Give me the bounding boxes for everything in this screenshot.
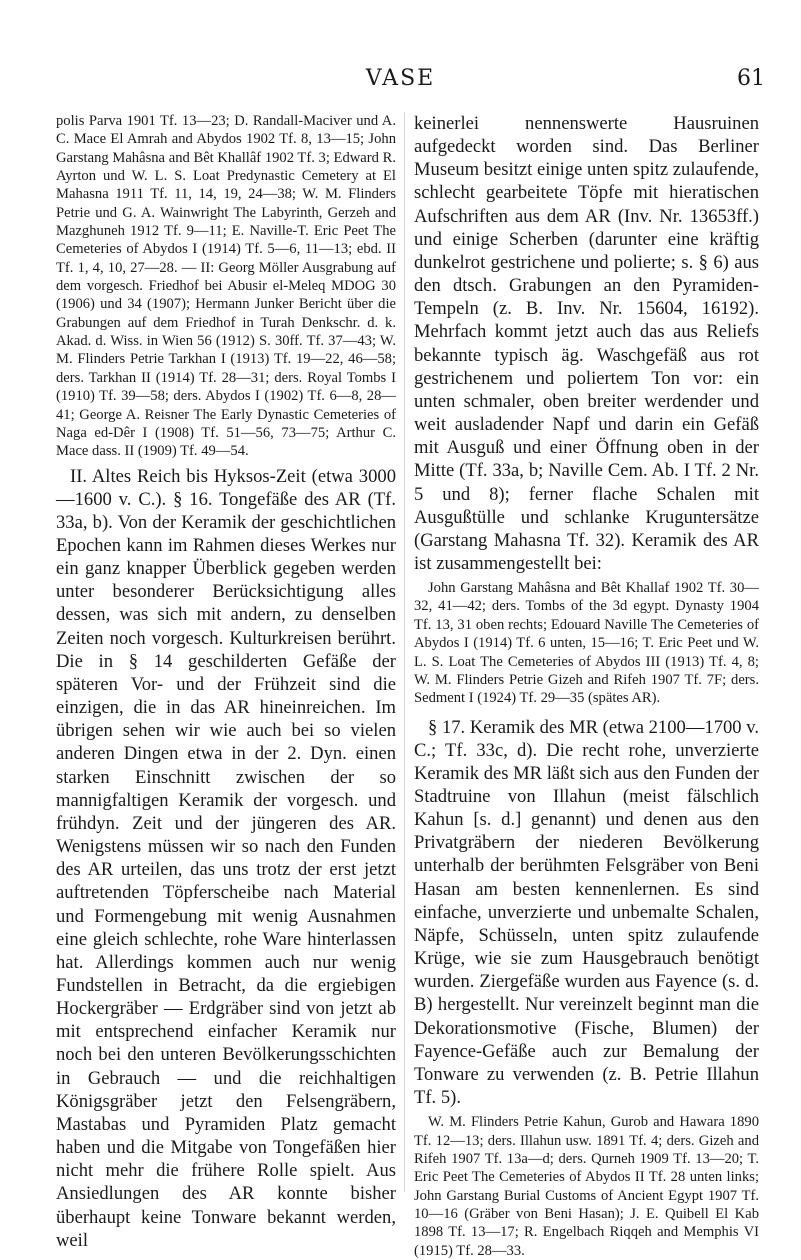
paragraph-continuation: keinerlei nennenswerte Hausruinen aufgedeckt worden sind. Das Berliner Museum besitzt einige unten spitz zulaufende, schlecht gearbeitete Töpfe mit hieratischen Aufschriften aus dem AR (Inv. Nr. 13653ff.) und einige Scherben (darunter eine kräftig dunkelrot gestrichene und polierte; s. § 6) aus den dtsch. Grabungen an den Pyramiden-Tempeln (z. B. Inv. Nr. 15604, 16192). Mehrfach kommt jetzt auch das aus Reliefs bekannte typisch äg. Waschgefäß aus rot gestrichenem und poliertem Ton vor: ein unten schmaler, oben breiter werdender und weit ausladender Napf und darin ein Gefäß mit Ausguß und einer Öffnung oben in der Mitte (Tf. 33a, b; Naville Cem. Ab. I Tf. 2 Nr. 5 und 8); ferner flache Schalen mit Ausgußtülle und schlanke Kruguntersätze (Garstang Mahasna Tf. 32). Keramik des AR ist zusammengestellt bei:: [414, 113, 759, 574]
left-column: [56, 112, 396, 1252]
running-title: VASE: [365, 66, 436, 91]
bibliography-block-top: polis Parva 1901 Tf. 13—23; D. Randall-Maciver und A. C. Mace El Amrah and Abydos 1902 Tf. 8, 13—15; John Garstang Mahâsna and Bêt Khallâf 1902 Tf. 3; Edward R. Ayrton und W. L. S. Loat Predynastic Cemetery at El Mahasna 1911 Tf. 11, 14, 19, 24—38; W. M. Flinders Petrie und G. A. Wainwright The Labyrinth, Gerzeh and Mazghuneh 1912 Tf. 9—11; E. Naville-T. Eric Peet The Cemeteries of Abydos I (1914) Tf. 5—6, 11—13; ebd. II Tf. 1, 4, 10, 27—28. — II: Georg Möller Ausgrabung auf dem vorgesch. Friedhof bei Abusir el-Meleq MDOG 30 (1906) und 34 (1907); Hermann Junker Bericht über die Grabungen auf dem Friedhof in Turah Denkschr. d. k. Akad. d. Wiss. in Wien 56 (1912) S. 30ff. Tf. 37—43; W. M. Flinders Petrie Tarkhan I (1913) Tf. 19—22, 46—58; ders. Tarkhan II (1914) Tf. 28—31; ders. Royal Tombs I (1910) Tf. 39—58; ders. Abydos I (1902) Tf. 6—8, 28—41; George A. Reisner The Early Dynastic Cemeteries of Naga ed-Dêr I (1908) Tf. 51—56, 73—75; Arthur C. Mace dass. II (1909) Tf. 49—54.: [56, 113, 396, 460]
right-column: [414, 112, 759, 1260]
section-paragraph: § 17. Keramik des MR (etwa 2100—1700 v. C.; Tf. 33c, d). Die recht rohe, unverzierte Keramik des MR läßt sich aus den Funden der Stadtruine von Illahun (meist fälschlich Kahun [s. d.] genannt) und denen aus den Privatgräbern der niederen Bevölkerung unterhalb der berühmten Felsgräber von Beni Hasan am besten kennenlernen. Es sind einfache, unverzierte und unbemalte Schalen, Näpfe, Schüsseln, unten spitz zulaufende Krüge, wie sie zum Hausgebrauch benötigt wurden. Ziergefäße wurden aus Fayence (s. d. B) hergestellt. Nur vereinzelt beginnt man die Dekorationsmotive (Fische, Blumen) der Fayence-Gefäße auch zur Bemalung der Tonware zu verwenden (z. B. Petrie Illahun Tf. 5).: [414, 716, 759, 1109]
page-number: 61: [737, 66, 765, 91]
bibliography-block: John Garstang Mahâsna and Bêt Khallaf 1902 Tf. 30—32, 41—42; ders. Tombs of the 3d egypt. Dynasty 1904 Tf. 13, 31 oben rechts; Edouard Naville The Cemeteries of Abydos I (1914) Tf. 6 unten, 15—16; T. Eric Peet und W. L. S. Loat The Cemeteries of Abydos III (1913) Tf. 4, 8; W. M. Flinders Petrie Gizeh and Rifeh 1907 Tf. 7F; ders. Sedment I (1924) Tf. 29—35 (spätes AR).: [414, 580, 759, 707]
running-header: [0, 66, 801, 102]
bibliography-block: W. M. Flinders Petrie Kahun, Gurob and Hawara 1890 Tf. 12—13; ders. Illahun usw. 1891 Tf. 4; ders. Gizeh and Rifeh 1907 Tf. 13a—d; ders. Qurneh 1909 Tf. 13—20; T. Eric Peet The Cemeteries of Abydos II Tf. 28 unten links; John Garstang Burial Customs of Ancient Egypt 1907 Tf. 10—16 (Gräber von Beni Hasan); J. E. Quibell El Kab 1898 Tf. 13—17; R. Engelbach Riqqeh and Memphis VI (1915) Tf. 28—33.: [414, 1114, 759, 1259]
column-divider: [404, 112, 405, 1192]
section-paragraph: II. Altes Reich bis Hyksos-Zeit (etwa 3000—1600 v. C.). § 16. Tongefäße des AR (Tf. 33a, b). Von der Keramik der geschichtlichen Epochen kann im Rahmen dieses Werkes nur ein ganz knapper Überblick gegeben werden unter besonderer Berücksichtigung alles dessen, was sich mit andern, zu denselben Zeiten noch vorgesch. Kulturkreisen berührt. Die in § 14 geschilderten Gefäße der späteren Vor- und der Frühzeit sind die einzigen, die in das AR hineinreichen. Im übrigen sehen wir wie auch bei so vielen anderen Dingen etwa in der 2. Dyn. einen starken Einschnitt zwischen der so mannigfaltigen Keramik der vorgesch. und frühdyn. Zeit und der jüngeren des AR. Wenigstens müssen wir so nach den Funden des AR urteilen, das uns trotz der erst jetzt auftretenden Töpferscheibe nach Material und Formengebung mit wenig Ausnahmen eine gleich schlechte, rohe Ware hinterlassen hat. Allerdings kommen auch nur wenig Fundstellen in Betracht, da die ergiebigen Hockergräber — Erdgräber sind von jetzt ab mit entsprechend einfacher Keramik nur noch bei den unteren Bevölkerungsschichten in Gebrauch — und die reichhaltigen Königsgräber jetzt den Felsengräbern, Mastabas und Pyramiden Platz gemacht haben und die Mitgabe von Tongefäßen hier nicht mehr die frühere Rolle spielt. Aus Ansiedlungen des AR konnte bisher überhaupt keine Tonware bekannt werden, weil: [56, 465, 396, 1251]
